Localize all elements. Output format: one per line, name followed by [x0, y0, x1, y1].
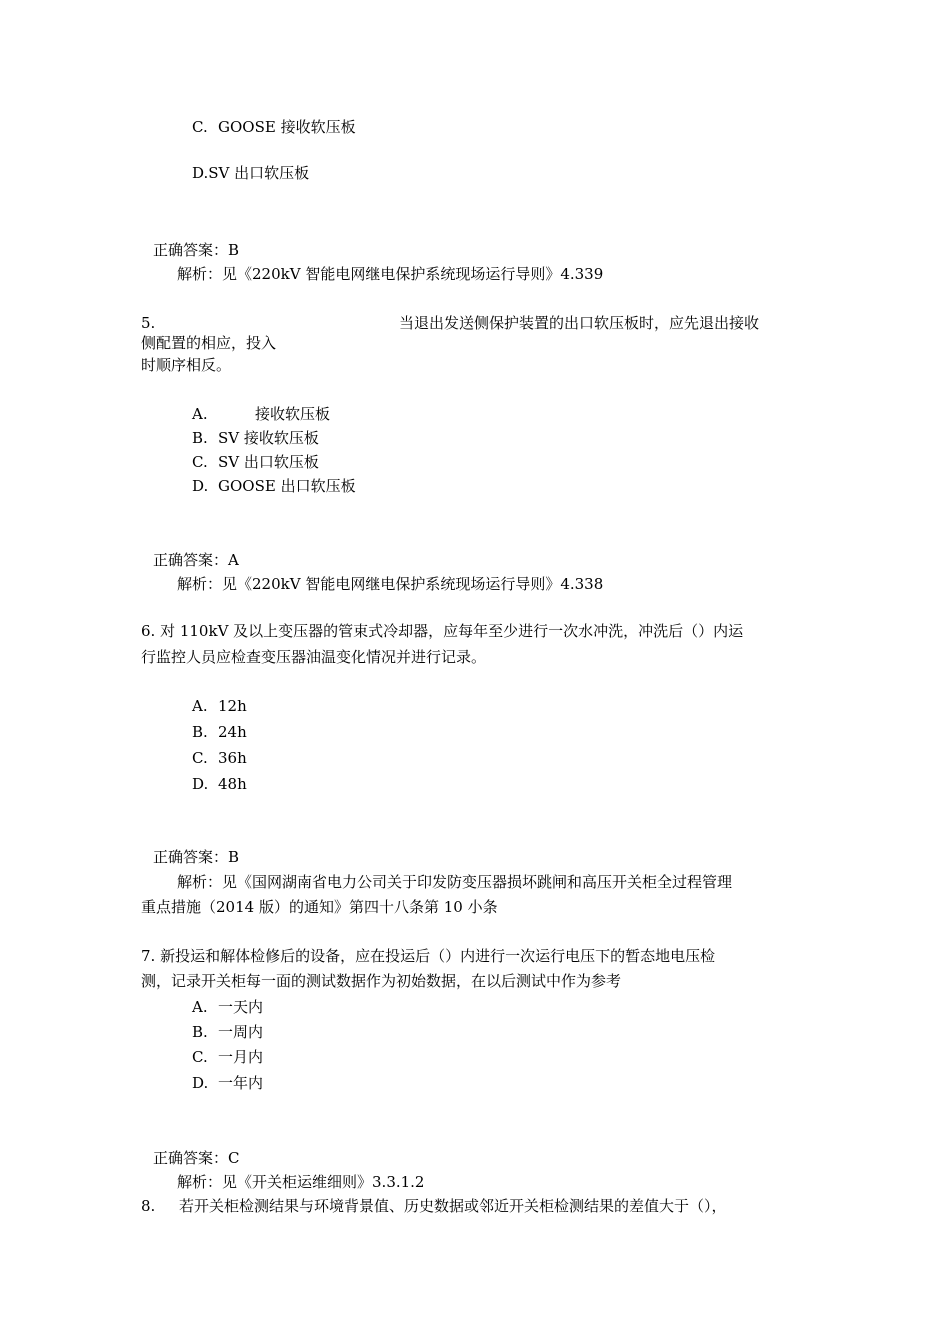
option-letter: C.	[192, 118, 208, 136]
q5-text-line2: 侧配置的相应，投入	[141, 334, 277, 352]
q7-option-d	[192, 1076, 263, 1091]
option-letter: A.	[192, 697, 208, 715]
q7-option-a	[192, 1000, 263, 1015]
q5-number: 5.	[141, 314, 156, 332]
option-text: 一周内	[218, 1023, 264, 1041]
option-text: 一年内	[218, 1074, 264, 1092]
q6-option-a	[192, 699, 247, 714]
q7-text-line2: 测，记录开关柜每一面的测试数据作为初始数据，在以后测试中作为参考	[141, 972, 622, 990]
q5-text-line3: 时顺序相反。	[141, 356, 232, 374]
option-letter: C.	[192, 453, 208, 471]
option-text: 12h	[218, 697, 247, 715]
option-letter: D.	[192, 477, 209, 495]
q6-option-d	[192, 777, 247, 792]
option-text: 接收软压板	[255, 405, 331, 423]
option-letter: C.	[192, 749, 208, 767]
q6-option-b	[192, 725, 247, 740]
q7-answer: 正确答案：C	[153, 1149, 240, 1167]
q4-analysis: 解析：见《220kV 智能电网继电保护系统现场运行导则》4.339	[177, 265, 604, 283]
q8-number: 8.	[141, 1197, 156, 1215]
option-text: GOOSE 接收软压板	[218, 118, 356, 136]
q5-option-d	[192, 479, 356, 494]
option-letter: A.	[192, 998, 208, 1016]
option-letter: B.	[192, 1023, 208, 1041]
q7-analysis: 解析：见《开关柜运维细则》3.3.1.2	[177, 1173, 425, 1191]
option-letter: D.	[192, 775, 209, 793]
option-text: SV 接收软压板	[218, 429, 319, 447]
q5-option-c	[192, 455, 319, 470]
option-letter: D.	[192, 1074, 209, 1092]
q6-text-line1: 6. 对 110kV 及以上变压器的管束式冷却器，应每年至少进行一次水冲洗，冲洗后（）内运	[141, 622, 744, 640]
q7-text-line1: 7. 新投运和解体检修后的设备，应在投运后（）内进行一次运行电压下的暂态地电压检	[141, 947, 716, 965]
option-letter: B.	[192, 429, 208, 447]
option-text: 一月内	[218, 1048, 264, 1066]
q7-option-b	[192, 1025, 263, 1040]
q4-option-d	[192, 166, 309, 181]
q7-option-c	[192, 1050, 263, 1065]
option-text: 48h	[218, 775, 247, 793]
q8-text-line1: 若开关柜检测结果与环境背景值、历史数据或邻近开关柜检测结果的差值大于（），	[179, 1197, 727, 1215]
q6-option-c	[192, 751, 247, 766]
option-letter: C.	[192, 1048, 208, 1066]
q6-analysis-line2: 重点措施（2014 版）的通知》第四十八条第 10 小条	[141, 898, 498, 916]
q5-analysis: 解析：见《220kV 智能电网继电保护系统现场运行导则》4.338	[177, 575, 604, 593]
option-text: 24h	[218, 723, 247, 741]
q4-answer: 正确答案：B	[153, 241, 240, 259]
option-text: GOOSE 出口软压板	[218, 477, 356, 495]
option-letter: D.	[192, 164, 209, 182]
option-text: SV 出口软压板	[208, 164, 310, 182]
q5-text-line1: 当退出发送侧保护装置的出口软压板时，应先退出接收	[399, 314, 760, 332]
option-letter: B.	[192, 723, 208, 741]
q5-option-b	[192, 431, 319, 446]
q5-answer: 正确答案：A	[153, 551, 239, 569]
q4-option-c	[192, 120, 356, 135]
option-text: 一天内	[218, 998, 264, 1016]
q6-answer: 正确答案：B	[153, 848, 240, 866]
q6-analysis-line1: 解析：见《国网湖南省电力公司关于印发防变压器损坏跳闸和高压开关柜全过程管理	[177, 873, 733, 891]
option-letter: A.	[192, 405, 208, 423]
option-text: SV 出口软压板	[218, 453, 319, 471]
q5-option-a	[192, 407, 330, 422]
option-text: 36h	[218, 749, 247, 767]
q6-text-line2: 行监控人员应检查变压器油温变化情况并进行记录。	[141, 648, 487, 666]
